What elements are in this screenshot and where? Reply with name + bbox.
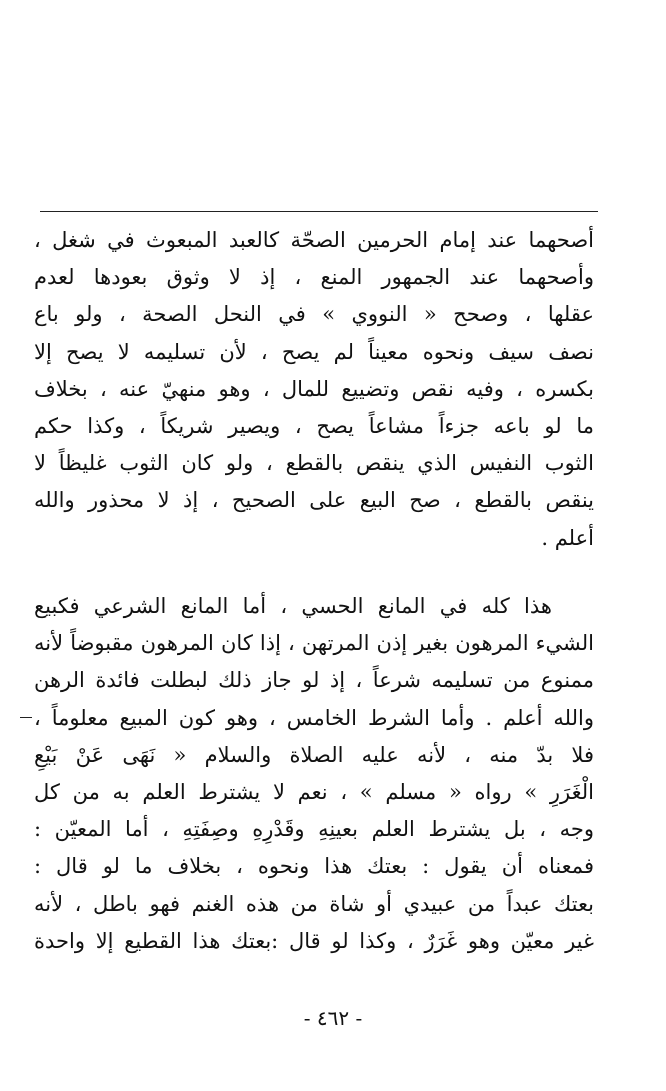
text-line: الشيء المرهون بغير إذن المرتهن ، إذا كان المرهون مقبوضاً لأنه — [34, 631, 594, 656]
margin-dash-mark — [20, 717, 32, 718]
paragraph-2 — [34, 588, 594, 960]
text-line: أعلم . — [541, 525, 594, 550]
text-line: وجه ، بل يشترط العلم بعينِهِ وقَدْرِهِ وصِفَتِهِ ، أما المعيّن : — [34, 817, 594, 842]
text-line: أصحهما عند إمام الحرمين الصحّة كالعبد المبعوث في شغل ، — [34, 228, 594, 252]
top-divider-rule — [40, 211, 598, 212]
text-line: نصف سيف ونحوه معيناً لم يصح ، لأن تسليمه لا يصح إلا — [34, 339, 594, 364]
page-number: - ٤٦٢ - — [303, 1006, 363, 1030]
text-line: هذا كله في المانع الحسي ، أما المانع الشرعي فكبيع — [34, 594, 552, 618]
text-line: فمعناه أن يقول : بعتك هذا ونحوه ، بخلاف ما لو قال : — [34, 854, 594, 879]
text-line: وأصحهما عند الجمهور المنع ، إذ لا وثوق بعودها لعدم — [34, 265, 594, 290]
text-line: غير معيّن وهو غَرَرٌ ، وكذا لو قال :بعتك هذا القطيع إلا واحدة — [34, 928, 594, 953]
text-line: بكسره ، وفيه نقص وتضييع للمال ، وهو منهيّ عنه ، بخلاف — [34, 376, 594, 401]
text-line: عقلها ، وصحح « النووي » في النحل الصحة ، ولو باع — [34, 302, 594, 327]
text-line: ممنوع من تسليمه شرعاً ، إذ لو جاز ذلك لبطلت فائدة الرهن — [34, 668, 594, 693]
text-line: فلا بدّ منه ، لأنه عليه الصلاة والسلام « نَهَى عَنْ بَيْعِ — [34, 742, 594, 767]
text-line: الْغَرَرِ » رواه « مسلم » ، نعم لا يشترط العلم به من كل — [34, 779, 594, 804]
paragraph-1 — [34, 222, 594, 557]
text-line: بعتك عبداً من عبيدي أو شاة من هذه الغنم فهو باطل ، لأنه — [34, 891, 594, 916]
text-line: والله أعلم . وأما الشرط الخامس ، وهو كون المبيع معلوماً ، — [34, 705, 594, 730]
text-line: ينقص بالقطع ، صح البيع على الصحيح ، إذ لا محذور والله — [34, 488, 594, 513]
text-line: ما لو باعه جزءاً مشاعاً يصح ، ويصير شريكاً ، وكذا حكم — [34, 413, 594, 438]
text-line: الثوب النفيس الذي ينقص بالقطع ، ولو كان الثوب غليظاً لا — [34, 451, 594, 476]
